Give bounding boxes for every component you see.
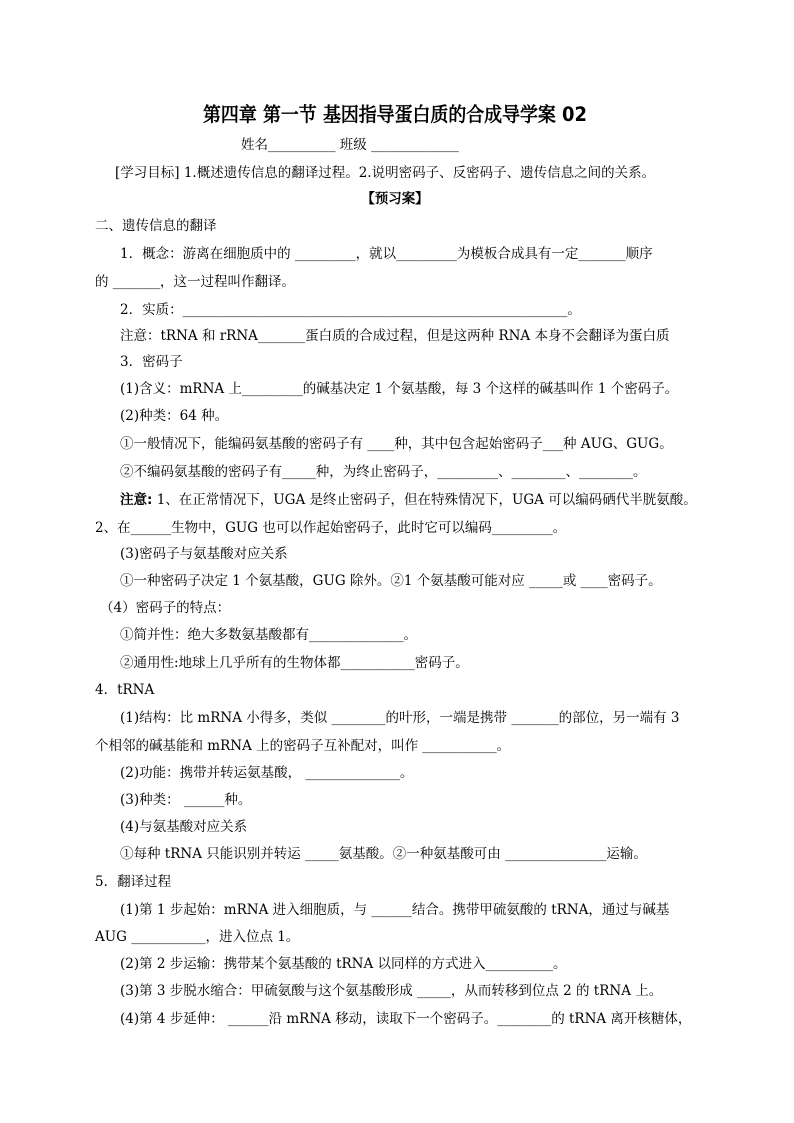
text-line: (3)种类： ______种。 (120, 792, 252, 808)
note-label: 注意: (120, 492, 153, 508)
text-line: (4)与氨基酸对应关系 (120, 819, 248, 835)
page-title: 第四章 第一节 基因指导蛋白质的合成导学案 02 (202, 103, 587, 126)
section-heading: 【预习案】 (361, 191, 429, 207)
text-line: (2)第 2 步运输：携带某个氨基酸的 tRNA 以同样的方式进入__________。 (120, 956, 567, 972)
text-line: 个相邻的碱基能和 mRNA 上的密码子互补配对，叫作 ___________。 (95, 738, 511, 754)
text-line: 3．密码子 (120, 354, 183, 370)
note-text: 1、在正常情况下，UGA 是终止密码子，但在特殊情况下，UGA 可以编码硒代半胱氨酸。 (152, 492, 697, 508)
note-line (120, 491, 697, 509)
text-line: 二、遗传信息的翻译 (95, 218, 217, 234)
text-line: 注意：tRNA 和 rRNA_______蛋白质的合成过程，但是这两种 RNA 本身不会翻译为蛋白质 (120, 328, 670, 344)
learning-objectives: [学习目标] 1.概述遗传信息的翻译过程。2.说明密码子、反密码子、遗传信息之间的关系。 (115, 165, 656, 181)
text-line: 1．概念：游离在细胞质中的 _________，就以_________为模板合成具有一定_______顺序 (120, 246, 653, 262)
text-line: (1)第 1 步起始：mRNA 进入细胞质，与 ______结合。携带甲硫氨酸的 tRNA，通过与碱基 (120, 902, 670, 918)
text-line: (4)第 4 步延伸： ______沿 mRNA 移动，读取下一个密码子。________的 tRNA 离开核糖体， (120, 1011, 692, 1027)
text-line: (3)密码子与氨基酸对应关系 (120, 546, 288, 562)
text-line: 的 _______，这一过程叫作翻译。 (95, 274, 296, 290)
text-line: 2、在______生物中，GUG 也可以作起始密码子，此时它可以编码_________。 (95, 520, 567, 536)
text-line: 2．实质：_________________________________________________________。 (120, 302, 581, 318)
text-line: ①每种 tRNA 只能识别并转运 _____氨基酸。②一种氨基酸可由 _______________运输。 (120, 846, 647, 862)
text-line: (2)功能：携带并转运氨基酸， ______________。 (120, 765, 414, 781)
text-line: AUG ___________，进入位点 1。 (95, 929, 300, 945)
text-line: (1)结构：比 mRNA 小得多，类似 ________的叶形，一端是携带 _______的部位，另一端有 3 (120, 710, 680, 726)
text-line: ①一般情况下，能编码氨基酸的密码子有 ____种，其中包含起始密码子___种 AUG、GUG。 (120, 436, 673, 452)
text-line: (2)种类：64 种。 (120, 408, 229, 424)
name-class-fields: 姓名__________ 班级 _____________ (241, 137, 459, 153)
text-line: ①一种密码子决定 1 个氨基酸，GUG 除外。②1 个氨基酸可能对应 _____或 ____密码子。 (120, 573, 662, 589)
text-line: ②通用性:地球上几乎所有的生物体都___________密码子。 (120, 655, 469, 671)
text-line: 4．tRNA (95, 682, 155, 698)
text-line: (1)含义：mRNA 上_________的碱基决定 1 个氨基酸，每 3 个这样的碱基叫作 1 个密码子。 (120, 381, 679, 397)
text-line: ①简并性：绝大多数氨基酸都有______________。 (120, 627, 417, 643)
text-line: ②不编码氨基酸的密码子有_____种，为终止密码子，_________、________、________。 (120, 464, 647, 480)
text-line: (3)第 3 步脱水缩合：甲硫氨酸与这个氨基酸形成 _____，从而转移到位点 2 的 tRNA 上。 (120, 983, 663, 999)
text-line: 5．翻译过程 (95, 874, 172, 890)
text-line: （4）密码子的特点： (100, 600, 231, 616)
